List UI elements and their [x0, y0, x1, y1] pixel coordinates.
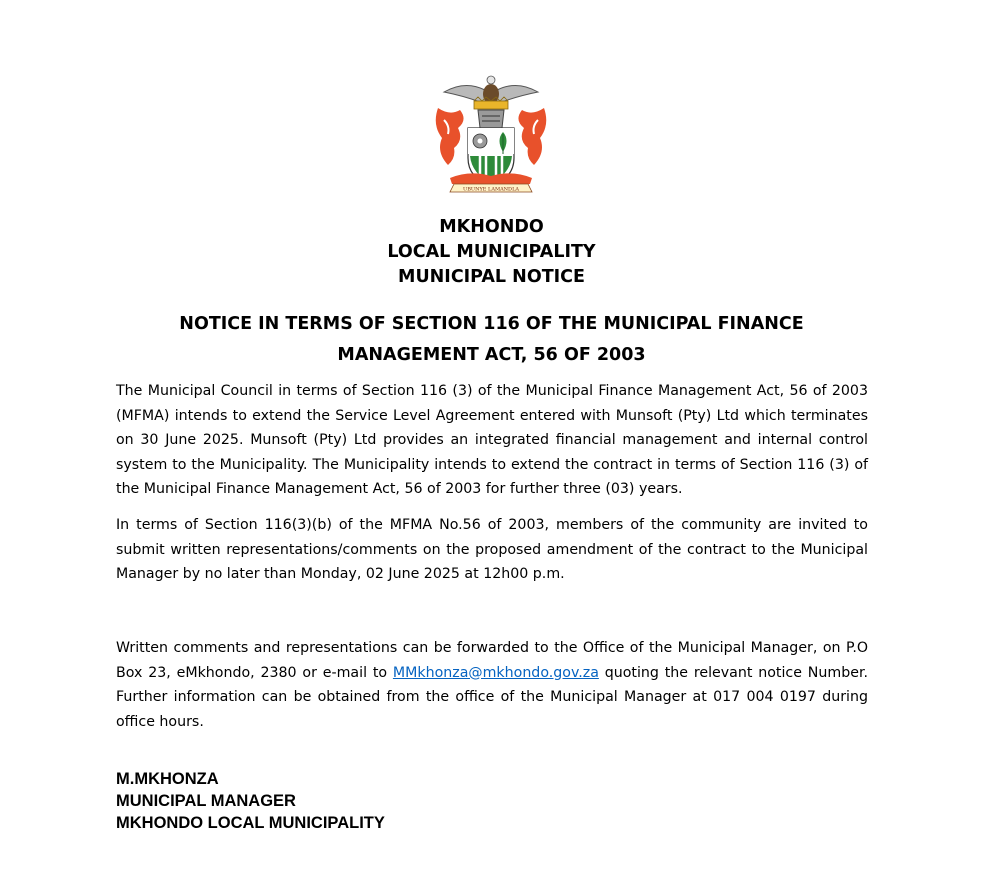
mantling-left-icon [436, 108, 464, 165]
crown-icon [474, 101, 508, 109]
signatory-name: M.MKHONZA [116, 770, 219, 788]
signature-block [116, 768, 385, 834]
coat-of-arms-emblem [430, 70, 552, 200]
paragraph-intent: The Municipal Council in terms of Section 116 (3) of the Municipal Finance Management Act, 56 of 2003 (MFMA) intends to extend the Service Level Agreement entered with Munsoft (Pty) Ltd which terminates on 30 June 2025. Munsoft (Pty) Ltd provides an integrated financial management and internal control system to the Municipality. The Municipality intends to extend the contract in terms of Section 116 (3) of the Municipal Finance Management Act, 56 of 2003 for further three (03) years. [116, 383, 868, 497]
email-link[interactable]: MMkhonza@mkhondo.gov.za [392, 664, 599, 681]
signatory-organization: MKHONDO LOCAL MUNICIPALITY [116, 814, 385, 832]
motto-text: UBUNYE LAMANDLA [463, 186, 519, 193]
paragraph-contact [116, 636, 868, 734]
header-block [0, 215, 983, 290]
paragraph-invitation: In terms of Section 116(3)(b) of the MFMA No.56 of 2003, members of the community are invited to submit written representations/comments on the proposed amendment of the contract to the Municipal Manager by no later than Monday, 02 June 2025 at 12h00 p.m. [116, 517, 868, 582]
header-notice-type: MUNICIPAL NOTICE [398, 267, 585, 287]
contact-text-before: Written comments and representations can be forwarded to the Office of the Municipal Manager, on P.O Box 23, eMkhondo, 2380 or e-mail to [116, 640, 868, 681]
notice-title-line-2: MANAGEMENT ACT, 56 OF 2003 [337, 345, 646, 365]
helmet-icon [478, 110, 504, 128]
notice-title-line-1: NOTICE IN TERMS OF SECTION 116 OF THE MUNICIPAL FINANCE [179, 314, 804, 334]
mantling-right-icon [518, 108, 546, 165]
signatory-position: MUNICIPAL MANAGER [116, 792, 296, 810]
notice-title [100, 309, 883, 371]
header-municipality-type: LOCAL MUNICIPALITY [387, 242, 596, 262]
contact-text-after: quoting the relevant notice Number. Further information can be obtained from the office of the Municipal Manager at 017 004 0197 during office hours. [116, 664, 868, 730]
header-municipality-name: MKHONDO [439, 217, 544, 237]
